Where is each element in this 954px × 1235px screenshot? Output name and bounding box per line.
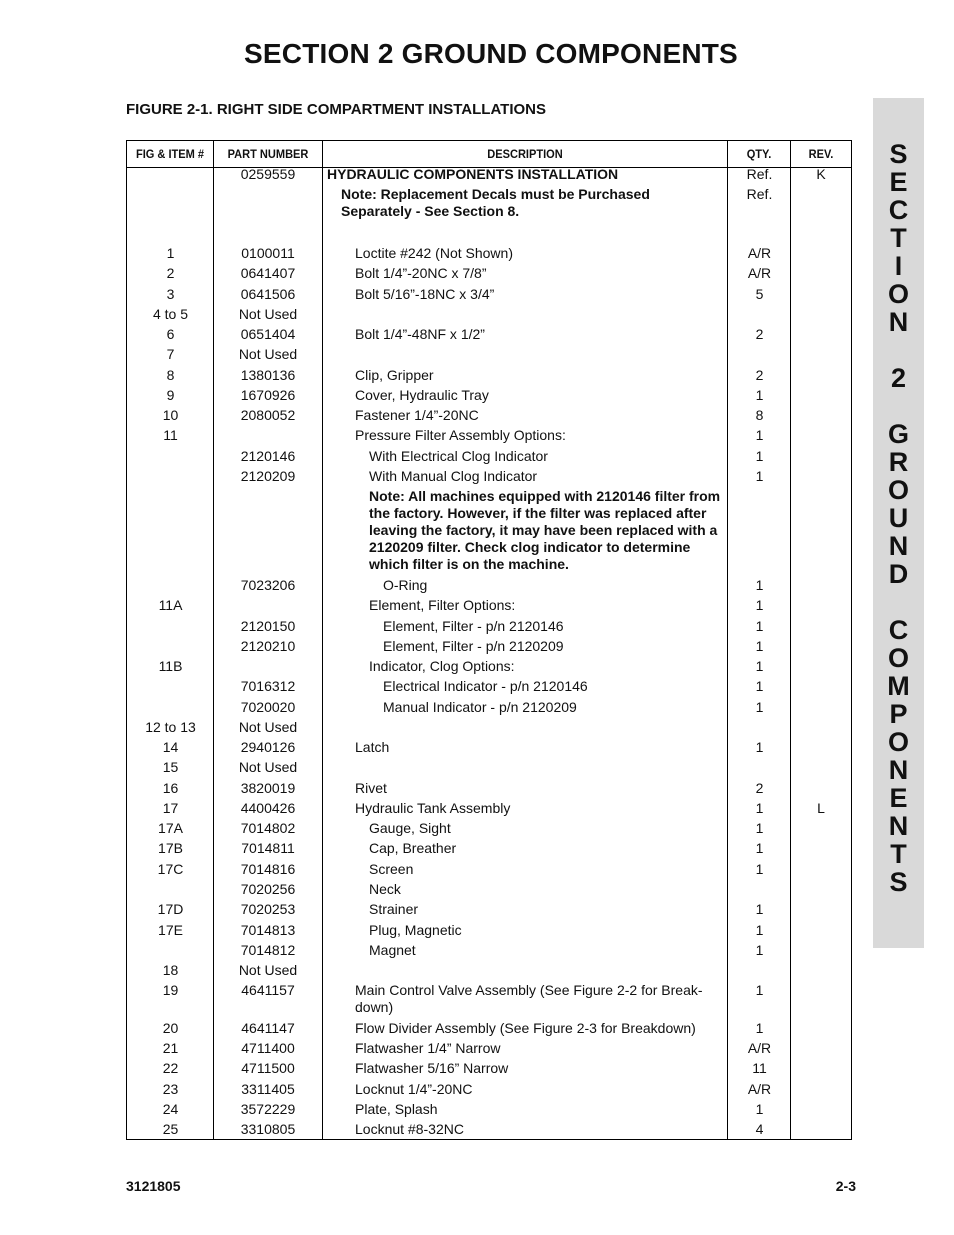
qty-cell: 2 xyxy=(755,367,764,383)
rev-cell: K xyxy=(816,166,826,182)
fig-item-cell: 8 xyxy=(166,367,175,383)
qty-cell: 1 xyxy=(755,922,764,938)
part-number-cell: 2120150 xyxy=(240,618,296,634)
description-cell: Plate, Splash xyxy=(355,1101,438,1117)
part-number-cell: Not Used xyxy=(238,719,298,735)
description-cell: Flatwasher 5/16” Narrow xyxy=(355,1060,509,1076)
fig-item-cell: 7 xyxy=(166,346,175,362)
description-cell: Note: Replacement Decals must be Purchased Separately - See Section 8. xyxy=(341,186,650,219)
side-tab-letter: S xyxy=(889,867,908,897)
qty-cell: 1 xyxy=(755,739,764,755)
part-number-cell: 7014816 xyxy=(240,861,296,877)
qty-cell: 1 xyxy=(755,678,764,694)
qty-cell: 1 xyxy=(755,840,764,856)
side-tab-letter: T xyxy=(890,223,907,253)
fig-item-cell: 17A xyxy=(158,820,183,836)
qty-cell: 1 xyxy=(755,1101,764,1117)
description-cell: Element, Filter Options: xyxy=(369,597,516,613)
part-number-cell: 2120210 xyxy=(240,638,296,654)
side-tab-letter: O xyxy=(887,643,909,673)
part-number-cell: 4400426 xyxy=(240,800,296,816)
side-tab-letter: C xyxy=(888,195,909,225)
description-cell: Electrical Indicator - p/n 2120146 xyxy=(383,678,588,694)
fig-item-cell: 23 xyxy=(162,1081,179,1097)
part-number-cell: Not Used xyxy=(238,759,298,775)
part-number-cell: 7020253 xyxy=(240,901,296,917)
part-number-cell: 7014813 xyxy=(240,922,296,938)
qty-cell: 1 xyxy=(755,1020,764,1036)
description-cell: Magnet xyxy=(369,942,416,958)
fig-item-cell: 9 xyxy=(166,387,175,403)
header-rev: REV. xyxy=(808,147,834,161)
qty-cell: 1 xyxy=(755,901,764,917)
side-tab-letter: M xyxy=(887,671,910,701)
fig-item-cell: 4 to 5 xyxy=(152,306,189,322)
part-number-cell: 4711400 xyxy=(241,1040,295,1056)
part-number-cell: 1670926 xyxy=(240,387,296,403)
description-cell: Fastener 1/4”-20NC xyxy=(355,407,479,423)
description-cell: Plug, Magnetic xyxy=(369,922,462,938)
qty-cell: 1 xyxy=(755,800,764,816)
part-number-cell: 3310805 xyxy=(240,1121,296,1137)
qty-cell: 2 xyxy=(755,326,764,342)
page-number: 2-3 xyxy=(835,1178,856,1194)
qty-cell: 4 xyxy=(755,1121,764,1137)
fig-item-cell: 3 xyxy=(166,286,175,302)
header-fig-item: FIG & ITEM # xyxy=(135,147,205,161)
side-tab-letter: N xyxy=(888,531,909,561)
part-number-cell: 0641506 xyxy=(240,286,296,302)
side-tab-letter: G xyxy=(887,419,909,449)
qty-cell: 1 xyxy=(755,699,764,715)
parts-table xyxy=(126,140,852,1140)
qty-cell: 1 xyxy=(755,942,764,958)
side-tab-letter: I xyxy=(894,251,903,281)
part-number-cell: 0259559 xyxy=(240,166,296,182)
side-tab-letter: O xyxy=(887,279,909,309)
qty-cell: 1 xyxy=(755,638,764,654)
part-number-cell: 2940126 xyxy=(240,739,296,755)
part-number-cell: Not Used xyxy=(238,962,298,978)
fig-item-cell: 17D xyxy=(157,901,184,917)
qty-cell: A/R xyxy=(747,1040,772,1056)
part-number-cell: 1380136 xyxy=(240,367,296,383)
side-tab-letter: N xyxy=(888,755,909,785)
description-cell: Latch xyxy=(355,739,390,755)
qty-cell: A/R xyxy=(747,265,772,281)
part-number-cell: 3820019 xyxy=(240,780,296,796)
qty-cell: 1 xyxy=(755,658,764,674)
part-number-cell: 2120209 xyxy=(240,468,296,484)
qty-cell: 2 xyxy=(755,780,764,796)
side-tab-letter: 2 xyxy=(890,363,907,393)
qty-cell: 8 xyxy=(755,407,764,423)
description-cell: Cover, Hydraulic Tray xyxy=(355,387,489,403)
qty-cell: 1 xyxy=(755,861,764,877)
description-cell: Element, Filter - p/n 2120146 xyxy=(383,618,564,634)
qty-cell: 1 xyxy=(755,577,764,593)
header-part-number: PART NUMBER xyxy=(227,147,309,161)
qty-cell: 5 xyxy=(755,286,764,302)
fig-item-cell: 17 xyxy=(162,800,179,816)
description-cell: Clip, Gripper xyxy=(355,367,434,383)
qty-cell: A/R xyxy=(747,1081,772,1097)
fig-item-cell: 17B xyxy=(158,840,183,856)
part-number-cell: 7020256 xyxy=(240,881,296,897)
rev-cell: L xyxy=(817,800,825,816)
qty-cell: 11 xyxy=(752,1060,767,1076)
part-number-cell: 4711500 xyxy=(241,1060,295,1076)
description-cell: With Manual Clog Indicator xyxy=(369,468,538,484)
side-tab-letter: D xyxy=(888,559,909,589)
qty-cell: 1 xyxy=(755,597,764,613)
side-tab-letter: E xyxy=(889,167,908,197)
part-number-cell: 2120146 xyxy=(240,448,296,464)
description-cell: Note: All machines equipped with 2120146 filter from the factory. However, if the filter was replaced after leaving the factory, it may have been replaced with a 2120209 filter. Check clog indicator to determine which filter is on the machine. xyxy=(369,488,721,572)
part-number-cell: 7014812 xyxy=(240,942,296,958)
fig-item-cell: 17E xyxy=(158,922,183,938)
part-number-cell: 0641407 xyxy=(240,265,296,281)
part-number-cell: 4641147 xyxy=(241,1020,295,1036)
description-cell: Indicator, Clog Options: xyxy=(369,658,515,674)
fig-item-cell: 10 xyxy=(162,407,179,423)
part-number-cell: 0100011 xyxy=(241,245,295,261)
qty-cell: 1 xyxy=(755,427,764,443)
part-number-cell: 4641157 xyxy=(241,982,295,998)
part-number-cell: 7014811 xyxy=(241,840,295,856)
fig-item-cell: 11A xyxy=(158,597,183,613)
qty-cell: 1 xyxy=(755,820,764,836)
fig-item-cell: 18 xyxy=(162,962,179,978)
description-cell: With Electrical Clog Indicator xyxy=(369,448,548,464)
side-tab-letter: U xyxy=(888,503,909,533)
qty-cell: 1 xyxy=(755,387,764,403)
qty-cell: 1 xyxy=(755,468,764,484)
description-cell: Rivet xyxy=(355,780,387,796)
description-cell: Locknut 1/4”-20NC xyxy=(355,1081,473,1097)
header-description: DESCRIPTION xyxy=(487,147,563,161)
fig-item-cell: 20 xyxy=(162,1020,179,1036)
fig-item-cell: 11 xyxy=(163,427,178,443)
side-tab-letter: R xyxy=(888,447,909,477)
fig-item-cell: 12 to 13 xyxy=(145,719,196,735)
side-tab-letter: C xyxy=(888,615,909,645)
side-tab-letter: O xyxy=(887,727,909,757)
description-cell: Main Control Valve Assembly (See Figure 2-2 for Break-down) xyxy=(355,982,703,1015)
description-cell: Loctite #242 (Not Shown) xyxy=(355,245,513,261)
figure-title: FIGURE 2-1. RIGHT SIDE COMPARTMENT INSTALLATIONS xyxy=(126,101,546,118)
part-number-cell: Not Used xyxy=(238,346,298,362)
part-number-cell: 0651404 xyxy=(240,326,296,342)
qty-cell: Ref. xyxy=(746,166,773,182)
qty-cell: 1 xyxy=(755,448,764,464)
side-tab-letter: N xyxy=(888,307,909,337)
description-cell: Flatwasher 1/4” Narrow xyxy=(355,1040,501,1056)
description-cell: Flow Divider Assembly (See Figure 2-3 for Breakdown) xyxy=(355,1020,696,1036)
description-cell: Pressure Filter Assembly Options: xyxy=(355,427,566,443)
part-number-cell: 3572229 xyxy=(240,1101,296,1117)
description-cell: O-Ring xyxy=(383,577,428,593)
fig-item-cell: 14 xyxy=(162,739,179,755)
description-cell: Screen xyxy=(369,861,414,877)
fig-item-cell: 17C xyxy=(157,861,184,877)
fig-item-cell: 16 xyxy=(162,780,179,796)
description-cell: Neck xyxy=(369,881,401,897)
qty-cell: 1 xyxy=(755,618,764,634)
fig-item-cell: 22 xyxy=(162,1060,179,1076)
side-tab-letter: T xyxy=(890,839,907,869)
description-cell: Bolt 1/4”-20NC x 7/8” xyxy=(355,265,487,281)
section-title: SECTION 2 GROUND COMPONENTS xyxy=(244,38,738,69)
qty-cell: A/R xyxy=(747,245,772,261)
fig-item-cell: 11B xyxy=(158,658,183,674)
part-number-cell: 3311405 xyxy=(241,1081,295,1097)
side-tab-letter: P xyxy=(889,699,908,729)
description-cell: Locknut #8-32NC xyxy=(355,1121,464,1137)
section-side-tab xyxy=(873,98,924,948)
document-number: 3121805 xyxy=(126,1178,181,1194)
fig-item-cell: 25 xyxy=(162,1121,179,1137)
qty-cell: Ref. xyxy=(746,186,773,202)
description-cell: Strainer xyxy=(369,901,419,917)
description-cell: Gauge, Sight xyxy=(369,820,451,836)
fig-item-cell: 15 xyxy=(162,759,179,775)
part-number-cell: 7023206 xyxy=(240,577,296,593)
fig-item-cell: 19 xyxy=(162,982,179,998)
description-cell: HYDRAULIC COMPONENTS INSTALLATION xyxy=(327,166,619,182)
fig-item-cell: 24 xyxy=(162,1101,179,1117)
fig-item-cell: 2 xyxy=(166,265,175,281)
description-cell: Element, Filter - p/n 2120209 xyxy=(383,638,564,654)
description-cell: Bolt 1/4”-48NF x 1/2” xyxy=(355,326,485,342)
qty-cell: 1 xyxy=(755,982,764,998)
description-cell: Cap, Breather xyxy=(369,840,457,856)
side-tab-letter: S xyxy=(889,139,908,169)
side-tab-letter: O xyxy=(887,475,909,505)
part-number-cell: 7014802 xyxy=(240,820,296,836)
part-number-cell: Not Used xyxy=(238,306,298,322)
part-number-cell: 7020020 xyxy=(240,699,296,715)
part-number-cell: 7016312 xyxy=(240,678,296,694)
header-qty: QTY. xyxy=(746,147,772,161)
description-cell: Bolt 5/16”-18NC x 3/4” xyxy=(355,286,495,302)
fig-item-cell: 21 xyxy=(162,1040,179,1056)
side-tab-letter: N xyxy=(888,811,909,841)
description-cell: Manual Indicator - p/n 2120209 xyxy=(383,699,577,715)
description-cell: Hydraulic Tank Assembly xyxy=(355,800,511,816)
fig-item-cell: 6 xyxy=(166,326,175,342)
part-number-cell: 2080052 xyxy=(240,407,296,423)
side-tab-letter: E xyxy=(889,783,908,813)
fig-item-cell: 1 xyxy=(166,245,175,261)
